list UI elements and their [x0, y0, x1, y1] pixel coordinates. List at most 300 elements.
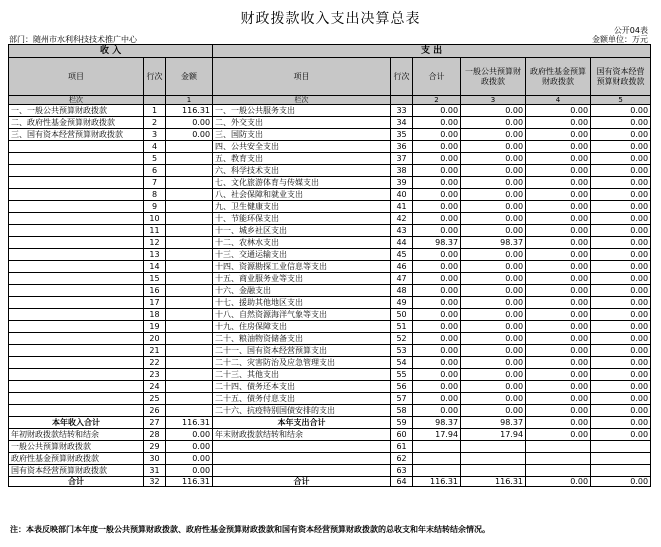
income-line-number: 32 — [144, 477, 166, 487]
expense-line-number: 45 — [391, 249, 413, 261]
income-line-number: 17 — [144, 297, 166, 309]
income-amount — [166, 237, 213, 249]
fund-budget-value: 0.00 — [526, 117, 591, 129]
income-item: 二、政府性基金预算财政拨款 — [9, 117, 144, 129]
capital-budget-value: 0.00 — [591, 345, 651, 357]
income-total-amount: 116.31 — [166, 477, 213, 487]
carryover-item: 政府性基金预算财政拨款 — [9, 453, 144, 465]
income-line-number: 11 — [144, 225, 166, 237]
fund-budget-value: 0.00 — [526, 129, 591, 141]
expense-total-value — [413, 453, 461, 465]
income-line-number: 3 — [144, 129, 166, 141]
table-row — [9, 129, 651, 141]
income-line-number: 14 — [144, 261, 166, 273]
expense-line-number: 37 — [391, 153, 413, 165]
income-amount — [166, 225, 213, 237]
expense-total-value: 0.00 — [413, 261, 461, 273]
annual-total-row — [9, 417, 651, 429]
column-number: 2 — [413, 96, 461, 105]
income-amount: 0.00 — [166, 117, 213, 129]
fund-budget-value — [526, 465, 591, 477]
expense-line-number: 59 — [391, 417, 413, 429]
table-row — [9, 357, 651, 369]
section-header-row — [9, 45, 651, 58]
expense-line-number: 34 — [391, 117, 413, 129]
capital-budget-value — [591, 441, 651, 453]
capital-budget-value: 0.00 — [591, 165, 651, 177]
table-row — [9, 285, 651, 297]
carryover-item: 国有资本经营预算财政拨款 — [9, 465, 144, 477]
expense-item: 十一、城乡社区支出 — [213, 225, 391, 237]
expense-line-number: 46 — [391, 261, 413, 273]
expense-total-value: 0.00 — [413, 141, 461, 153]
grand-total-row — [9, 477, 651, 487]
capital-budget-value: 0.00 — [591, 309, 651, 321]
column-number: 5 — [591, 96, 651, 105]
income-item — [9, 333, 144, 345]
general-budget-value — [461, 453, 526, 465]
fund-budget-value: 0.00 — [526, 333, 591, 345]
income-amount: 0.00 — [166, 453, 213, 465]
income-total-label: 本年收入合计 — [9, 417, 144, 429]
expense-line-number: 55 — [391, 369, 413, 381]
income-amount: 0.00 — [166, 441, 213, 453]
expense-total-value: 0.00 — [413, 153, 461, 165]
income-amount — [166, 273, 213, 285]
fund-budget-value — [526, 453, 591, 465]
expense-total-value: 0.00 — [413, 165, 461, 177]
capital-budget-header: 国有资本经营预算财政拨款 — [591, 58, 651, 96]
income-item-header: 项目 — [9, 58, 144, 96]
expense-line-number: 44 — [391, 237, 413, 249]
general-budget-value: 0.00 — [461, 213, 526, 225]
expense-line-number: 50 — [391, 309, 413, 321]
income-line-number: 5 — [144, 153, 166, 165]
fund-budget-value: 0.00 — [526, 273, 591, 285]
expense-line-number: 49 — [391, 297, 413, 309]
fund-budget-value: 0.00 — [526, 237, 591, 249]
income-item — [9, 405, 144, 417]
table-row — [9, 273, 651, 285]
income-amount — [166, 213, 213, 225]
income-item — [9, 273, 144, 285]
footnote: 注：本表反映部门本年度一般公共预算财政拨款、政府性基金预算财政拨款和国有资本经营预算财政拨款的总收支和年末结转结余情况。 — [10, 525, 490, 534]
expense-line-number: 57 — [391, 393, 413, 405]
general-budget-value: 0.00 — [461, 357, 526, 369]
capital-budget-value: 0.00 — [591, 201, 651, 213]
expense-item: 十六、金融支出 — [213, 285, 391, 297]
general-budget-value: 0.00 — [461, 249, 526, 261]
table-row — [9, 237, 651, 249]
expense-item: 二十二、灾害防治及应急管理支出 — [213, 357, 391, 369]
general-budget-value: 0.00 — [461, 309, 526, 321]
income-amount — [166, 357, 213, 369]
income-amount-header: 金额 — [166, 58, 213, 96]
income-item — [9, 393, 144, 405]
capital-budget-value: 0.00 — [591, 477, 651, 487]
expense-total-value: 116.31 — [413, 477, 461, 487]
income-amount — [166, 309, 213, 321]
expense-total-value: 0.00 — [413, 333, 461, 345]
general-budget-value: 0.00 — [461, 393, 526, 405]
expense-line-number: 64 — [391, 477, 413, 487]
income-line-number: 18 — [144, 309, 166, 321]
table-row — [9, 225, 651, 237]
income-amount — [166, 153, 213, 165]
income-amount — [166, 285, 213, 297]
capital-budget-value: 0.00 — [591, 273, 651, 285]
income-line-number: 25 — [144, 393, 166, 405]
table-row — [9, 345, 651, 357]
expense-total-value: 0.00 — [413, 117, 461, 129]
expense-line-number: 51 — [391, 321, 413, 333]
table-row — [9, 117, 651, 129]
income-amount — [166, 189, 213, 201]
general-budget-value: 0.00 — [461, 297, 526, 309]
capital-budget-value: 0.00 — [591, 141, 651, 153]
general-budget-value: 0.00 — [461, 129, 526, 141]
expense-total-value: 0.00 — [413, 405, 461, 417]
department-label: 部门：随州市水利科技技术推广中心 — [9, 35, 137, 44]
expense-line-header: 行次 — [391, 58, 413, 96]
income-amount — [166, 333, 213, 345]
income-item — [9, 381, 144, 393]
expense-line-number: 62 — [391, 453, 413, 465]
general-budget-value: 0.00 — [461, 105, 526, 117]
capital-budget-value: 0.00 — [591, 249, 651, 261]
general-budget-value: 0.00 — [461, 285, 526, 297]
expense-total-value: 0.00 — [413, 225, 461, 237]
fund-budget-value: 0.00 — [526, 417, 591, 429]
fund-budget-value — [526, 441, 591, 453]
income-item — [9, 261, 144, 273]
income-total-label: 合计 — [9, 477, 144, 487]
income-amount: 0.00 — [166, 129, 213, 141]
carryover-row — [9, 429, 651, 441]
income-amount: 0.00 — [166, 465, 213, 477]
carryover-row — [9, 465, 651, 477]
income-line-number: 24 — [144, 381, 166, 393]
general-budget-value: 0.00 — [461, 201, 526, 213]
fund-budget-value: 0.00 — [526, 321, 591, 333]
expense-item: 十九、住房保障支出 — [213, 321, 391, 333]
form-number: 公开04表 — [613, 26, 648, 35]
capital-budget-value: 0.00 — [591, 261, 651, 273]
fund-budget-value: 0.00 — [526, 189, 591, 201]
budget-summary-table — [8, 44, 651, 487]
general-budget-value: 0.00 — [461, 321, 526, 333]
table-row — [9, 141, 651, 153]
capital-budget-value: 0.00 — [591, 321, 651, 333]
general-budget-value — [461, 465, 526, 477]
fund-budget-value: 0.00 — [526, 297, 591, 309]
expense-total-value: 0.00 — [413, 369, 461, 381]
general-budget-value: 0.00 — [461, 177, 526, 189]
income-amount — [166, 261, 213, 273]
income-item — [9, 369, 144, 381]
table-row — [9, 405, 651, 417]
capital-budget-value: 0.00 — [591, 225, 651, 237]
income-line-number: 15 — [144, 273, 166, 285]
income-line-number: 10 — [144, 213, 166, 225]
expense-item — [213, 465, 391, 477]
fund-budget-value: 0.00 — [526, 357, 591, 369]
general-budget-value: 0.00 — [461, 165, 526, 177]
capital-budget-value: 0.00 — [591, 369, 651, 381]
general-budget-value: 0.00 — [461, 189, 526, 201]
capital-budget-value: 0.00 — [591, 177, 651, 189]
expense-total-value — [413, 441, 461, 453]
expense-item: 年末财政拨款结转和结余 — [213, 429, 391, 441]
income-amount — [166, 345, 213, 357]
expense-item: 八、社会保障和就业支出 — [213, 189, 391, 201]
income-amount — [166, 177, 213, 189]
income-item — [9, 285, 144, 297]
fund-budget-header: 政府性基金预算财政拨款 — [526, 58, 591, 96]
expense-total-value: 0.00 — [413, 249, 461, 261]
expense-item: 二十六、抗疫特别国债安排的支出 — [213, 405, 391, 417]
expense-item: 二、外交支出 — [213, 117, 391, 129]
capital-budget-value: 0.00 — [591, 285, 651, 297]
fund-budget-value: 0.00 — [526, 249, 591, 261]
expense-line-number: 39 — [391, 177, 413, 189]
general-budget-value: 0.00 — [461, 225, 526, 237]
general-budget-value: 0.00 — [461, 117, 526, 129]
expense-total-value: 98.37 — [413, 417, 461, 429]
expense-line-number: 33 — [391, 105, 413, 117]
income-line-number: 9 — [144, 201, 166, 213]
expense-item: 十五、商业服务业等支出 — [213, 273, 391, 285]
table-row — [9, 381, 651, 393]
expense-line-number: 43 — [391, 225, 413, 237]
general-budget-header: 一般公共预算财政拨款 — [461, 58, 526, 96]
expense-total-value: 0.00 — [413, 129, 461, 141]
income-amount — [166, 393, 213, 405]
income-amount — [166, 297, 213, 309]
fund-budget-value: 0.00 — [526, 393, 591, 405]
expense-line-number: 61 — [391, 441, 413, 453]
fund-budget-value: 0.00 — [526, 477, 591, 487]
income-item: 一、一般公共预算财政拨款 — [9, 105, 144, 117]
table-row — [9, 297, 651, 309]
expense-item: 九、卫生健康支出 — [213, 201, 391, 213]
income-item — [9, 141, 144, 153]
income-line-number: 26 — [144, 405, 166, 417]
expense-total-value: 0.00 — [413, 201, 461, 213]
general-budget-value: 0.00 — [461, 333, 526, 345]
fund-budget-value: 0.00 — [526, 213, 591, 225]
table-row — [9, 309, 651, 321]
income-amount — [166, 381, 213, 393]
expense-total-label: 合计 — [213, 477, 391, 487]
column-number-row — [9, 96, 651, 105]
fund-budget-value: 0.00 — [526, 153, 591, 165]
general-budget-value: 0.00 — [461, 345, 526, 357]
general-budget-value: 0.00 — [461, 369, 526, 381]
general-budget-value: 98.37 — [461, 417, 526, 429]
expense-total-value: 0.00 — [413, 285, 461, 297]
general-budget-value: 116.31 — [461, 477, 526, 487]
fund-budget-value: 0.00 — [526, 381, 591, 393]
expense-line-number: 42 — [391, 213, 413, 225]
expense-section-header: 支 出 — [213, 45, 651, 58]
expense-line-number: 54 — [391, 357, 413, 369]
income-item — [9, 213, 144, 225]
income-line-number: 16 — [144, 285, 166, 297]
general-budget-value: 98.37 — [461, 237, 526, 249]
capital-budget-value: 0.00 — [591, 213, 651, 225]
income-item — [9, 321, 144, 333]
capital-budget-value: 0.00 — [591, 105, 651, 117]
table-row — [9, 369, 651, 381]
fund-budget-value: 0.00 — [526, 405, 591, 417]
table-row — [9, 177, 651, 189]
fund-budget-value: 0.00 — [526, 261, 591, 273]
expense-total-value: 17.94 — [413, 429, 461, 441]
expense-item: 六、科学技术支出 — [213, 165, 391, 177]
expense-line-number: 58 — [391, 405, 413, 417]
general-budget-value: 0.00 — [461, 273, 526, 285]
income-line-number: 7 — [144, 177, 166, 189]
income-amount: 116.31 — [166, 105, 213, 117]
expense-item: 十二、农林水支出 — [213, 237, 391, 249]
income-line-number: 31 — [144, 465, 166, 477]
fund-budget-value: 0.00 — [526, 285, 591, 297]
general-budget-value: 0.00 — [461, 405, 526, 417]
income-item — [9, 201, 144, 213]
general-budget-value: 0.00 — [461, 141, 526, 153]
expense-item: 十七、援助其他地区支出 — [213, 297, 391, 309]
capital-budget-value: 0.00 — [591, 297, 651, 309]
income-amount — [166, 405, 213, 417]
capital-budget-value: 0.00 — [591, 393, 651, 405]
income-line-number: 21 — [144, 345, 166, 357]
capital-budget-value — [591, 465, 651, 477]
expense-item: 一、一般公共服务支出 — [213, 105, 391, 117]
capital-budget-value: 0.00 — [591, 117, 651, 129]
expense-line-number: 40 — [391, 189, 413, 201]
table-row — [9, 393, 651, 405]
income-item — [9, 237, 144, 249]
expense-line-number: 35 — [391, 129, 413, 141]
income-item: 三、国有资本经营预算财政拨款 — [9, 129, 144, 141]
expense-total-header: 合计 — [413, 58, 461, 96]
expense-total-value: 0.00 — [413, 177, 461, 189]
table-row — [9, 333, 651, 345]
income-item — [9, 189, 144, 201]
capital-budget-value: 0.00 — [591, 153, 651, 165]
income-amount — [166, 369, 213, 381]
expense-total-value: 0.00 — [413, 105, 461, 117]
income-amount — [166, 321, 213, 333]
capital-budget-value — [591, 453, 651, 465]
expense-total-value: 0.00 — [413, 321, 461, 333]
capital-budget-value: 0.00 — [591, 381, 651, 393]
fund-budget-value: 0.00 — [526, 105, 591, 117]
expense-line-number: 60 — [391, 429, 413, 441]
income-item — [9, 165, 144, 177]
expense-line-number: 47 — [391, 273, 413, 285]
table-row — [9, 153, 651, 165]
general-budget-value — [461, 441, 526, 453]
expense-item: 二十三、其他支出 — [213, 369, 391, 381]
expense-line-number: 38 — [391, 165, 413, 177]
fund-budget-value: 0.00 — [526, 369, 591, 381]
capital-budget-value: 0.00 — [591, 129, 651, 141]
column-number: 4 — [526, 96, 591, 105]
column-number: 1 — [166, 96, 213, 105]
income-item — [9, 177, 144, 189]
general-budget-value: 0.00 — [461, 153, 526, 165]
fund-budget-value: 0.00 — [526, 225, 591, 237]
fund-budget-value: 0.00 — [526, 165, 591, 177]
general-budget-value: 0.00 — [461, 381, 526, 393]
income-section-header: 收 入 — [9, 45, 213, 58]
fund-budget-value: 0.00 — [526, 309, 591, 321]
table-row — [9, 261, 651, 273]
table-row — [9, 249, 651, 261]
expense-item: 二十、粮油物资储备支出 — [213, 333, 391, 345]
income-line-number: 23 — [144, 369, 166, 381]
expense-total-value: 0.00 — [413, 381, 461, 393]
expense-item: 四、公共安全支出 — [213, 141, 391, 153]
income-item — [9, 153, 144, 165]
expense-total-value — [413, 465, 461, 477]
expense-item — [213, 453, 391, 465]
general-budget-value: 17.94 — [461, 429, 526, 441]
capital-budget-value: 0.00 — [591, 189, 651, 201]
fund-budget-value: 0.00 — [526, 141, 591, 153]
expense-item: 二十四、债务还本支出 — [213, 381, 391, 393]
table-row — [9, 165, 651, 177]
expense-item: 五、教育支出 — [213, 153, 391, 165]
expense-line-number: 48 — [391, 285, 413, 297]
income-line-number: 2 — [144, 117, 166, 129]
expense-item: 十八、自然资源海洋气象等支出 — [213, 309, 391, 321]
income-item — [9, 357, 144, 369]
expense-item: 十三、交通运输支出 — [213, 249, 391, 261]
income-line-number: 8 — [144, 189, 166, 201]
table-row — [9, 189, 651, 201]
income-item — [9, 297, 144, 309]
expense-item: 十、节能环保支出 — [213, 213, 391, 225]
capital-budget-value: 0.00 — [591, 357, 651, 369]
expense-item-header: 项目 — [213, 58, 391, 96]
income-line-number: 13 — [144, 249, 166, 261]
expense-total-label: 本年支出合计 — [213, 417, 391, 429]
column-number-label: 栏次 — [9, 96, 144, 105]
fund-budget-value: 0.00 — [526, 177, 591, 189]
capital-budget-value: 0.00 — [591, 405, 651, 417]
carryover-item: 年初财政拨款结转和结余 — [9, 429, 144, 441]
income-line-number: 22 — [144, 357, 166, 369]
column-number-label: 栏次 — [213, 96, 391, 105]
income-amount: 0.00 — [166, 429, 213, 441]
income-line-number: 1 — [144, 105, 166, 117]
income-item — [9, 225, 144, 237]
column-number: 3 — [461, 96, 526, 105]
fund-budget-value: 0.00 — [526, 345, 591, 357]
capital-budget-value: 0.00 — [591, 237, 651, 249]
expense-item: 三、国防支出 — [213, 129, 391, 141]
income-line-number: 12 — [144, 237, 166, 249]
expense-total-value: 98.37 — [413, 237, 461, 249]
income-line-number: 4 — [144, 141, 166, 153]
expense-line-number: 56 — [391, 381, 413, 393]
expense-line-number: 53 — [391, 345, 413, 357]
expense-total-value: 0.00 — [413, 357, 461, 369]
fund-budget-value: 0.00 — [526, 201, 591, 213]
